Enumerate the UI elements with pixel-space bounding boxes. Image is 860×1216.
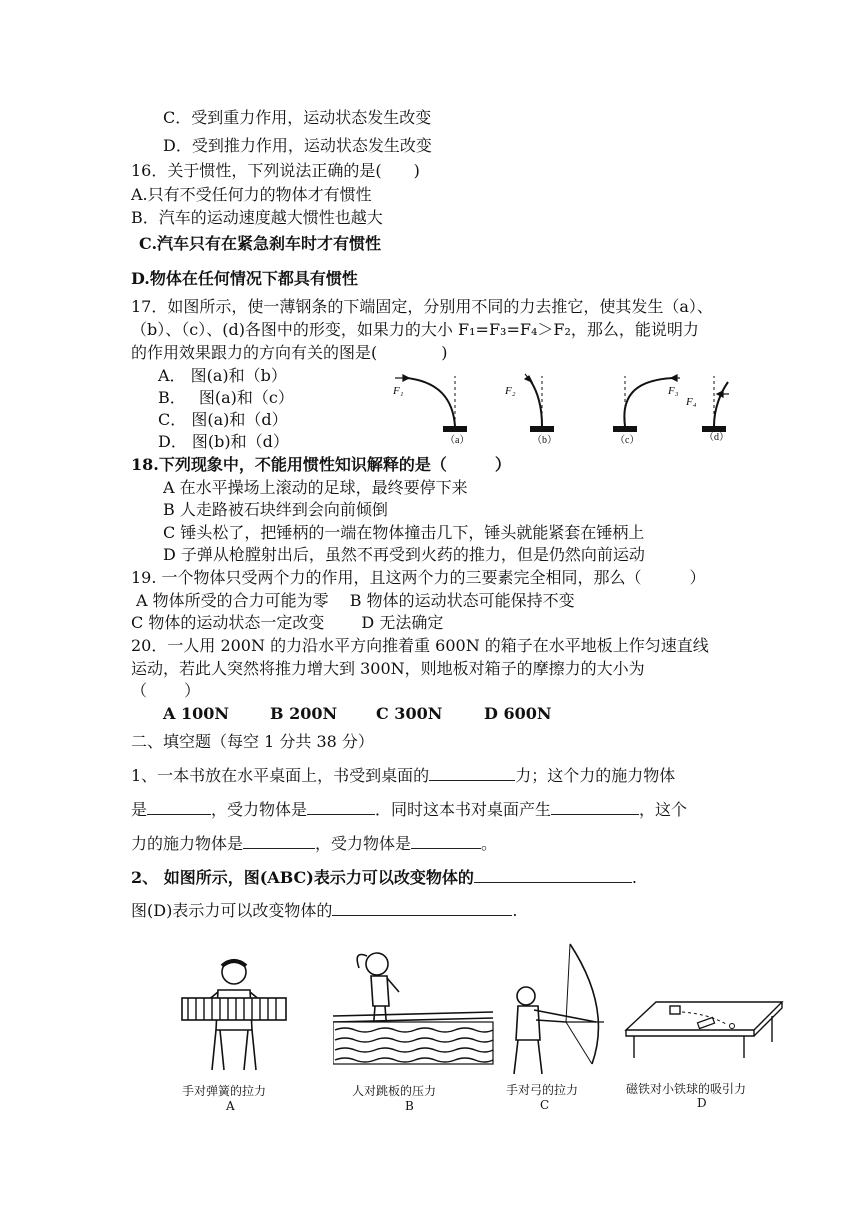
q18-stem: 18.下列现象中，不能用惯性知识解释的是（ ） [131,455,511,474]
label-a: （a） [445,435,470,446]
figure-b-caption: 人对跳板的压力 [352,1084,437,1098]
figure-d-letter: D [697,1096,707,1110]
q20-option-d: D 600N [484,704,552,723]
q20-stem-line2: 运动，若此人突然将推力增大到 300N，则地板对箱子的摩擦力的大小为 [131,659,645,678]
answer-blank[interactable] [411,833,481,849]
label-d: （d） [704,432,729,443]
figure-archer [500,940,610,1076]
figure-diving-board [333,946,498,1076]
q16-option-a: A.只有不受任何力的物体才有惯性 [131,185,372,204]
figure-b-letter: B [405,1099,414,1113]
q17-stem-line1: 17．如图所示，使一薄钢条的下端固定，分别用不同的力去推它，使其发生（a）、 [131,297,713,316]
answer-blank[interactable] [147,799,211,815]
figure-d-caption: 磁铁对小铁球的吸引力 [626,1082,747,1096]
q20-option-b: B 200N [270,704,338,723]
steel-strip-figure [385,370,760,450]
q17-stem-line3: 的作用效果跟力的方向有关的图是( ) [131,343,448,362]
q17-option-a: A． 图(a)和（b） [158,366,287,385]
q17-option-b: B． 图(a)和（c） [158,388,294,407]
q17-stem-line2: （b）、（c）、(d)各图中的形变，如果力的大小 F₁=F₃=F₄＞F₂，那么，能说明力 [131,320,699,339]
q15-option-d: D．受到推力作用，运动状态发生改变 [163,136,432,155]
figure-spring [176,952,291,1077]
fill-q1-line3: 力的施力物体是 ，受力物体是 。 [131,834,498,853]
q15-option-c: C．受到重力作用，运动状态发生改变 [163,108,432,127]
q20-option-c: C 300N [376,704,443,723]
answer-blank[interactable] [474,867,632,883]
q16-option-d: D.物体在任何情况下都具有惯性 [131,269,358,288]
fill-q1-line1: 1、一本书放在水平桌面上，书受到桌面的 力；这个力的施力物体 [131,766,676,785]
q16-stem: 16．关于惯性，下列说法正确的是( ) [131,161,420,180]
q19-options-cd: C 物体的运动状态一定改变 D 无法确定 [131,613,444,632]
q16-option-c: C.汽车只有在紧急刹车时才有惯性 [139,234,382,253]
q18-option-c: C 锤头松了，把锤柄的一端在物体撞击几下，锤头就能紧套在锤柄上 [163,523,645,542]
section-heading: 二、填空题（每空 1 分共 38 分） [131,732,374,751]
figure-a-letter: A [226,1099,235,1113]
q18-option-a: A 在水平操场上滚动的足球，最终要停下来 [163,478,468,497]
label-f1: F₁ [393,385,404,397]
q16-option-b: B．汽车的运动速度越大惯性也越大 [131,208,383,227]
figure-c-caption: 手对弓的拉力 [506,1083,579,1097]
label-c: （c） [615,435,640,446]
label-f2: F₂ [505,385,516,397]
fill-q2-line2: 图(D)表示力可以改变物体的 . [131,901,518,920]
answer-blank[interactable] [307,799,375,815]
fill-q2-line1: 2、 如图所示，图(ABC)表示力可以改变物体的 . [131,868,637,887]
answer-blank[interactable] [429,765,515,781]
q17-option-d: D． 图(b)和（d） [158,432,289,451]
label-f4: F₄ [686,396,697,408]
figure-a-caption: 手对弹簧的拉力 [182,1084,267,1098]
q18-option-d: D 子弹从枪膛射出后，虽然不再受到火药的推力，但是仍然向前运动 [163,545,645,564]
answer-blank[interactable] [551,799,639,815]
q19-options-ab: A 物体所受的合力可能为零 B 物体的运动状态可能保持不变 [136,591,575,610]
label-b: （b） [532,435,557,446]
label-f3: F₃ [668,385,679,397]
q17-option-c: C． 图(a)和（d） [158,410,288,429]
answer-blank[interactable] [332,900,512,916]
fill-q1-line2: 是 ，受力物体是 ．同时这本书对桌面产生 ，这个 [131,800,688,819]
q20-stem-line1: 20．一人用 200N 的力沿水平方向推着重 600N 的箱子在水平地板上作匀速直线 [131,636,709,655]
q20-option-a: A 100N [163,704,230,723]
q18-option-b: B 人走路被石块绊到会向前倾倒 [163,500,388,519]
q20-stem-line3: （ ） [131,681,201,700]
q19-stem: 19. 一个物体只受两个力的作用，且这两个力的三要素完全相同，那么（ ） [131,568,706,587]
figure-c-letter: C [540,1098,550,1112]
answer-blank[interactable] [243,833,315,849]
figure-magnet [622,994,786,1064]
